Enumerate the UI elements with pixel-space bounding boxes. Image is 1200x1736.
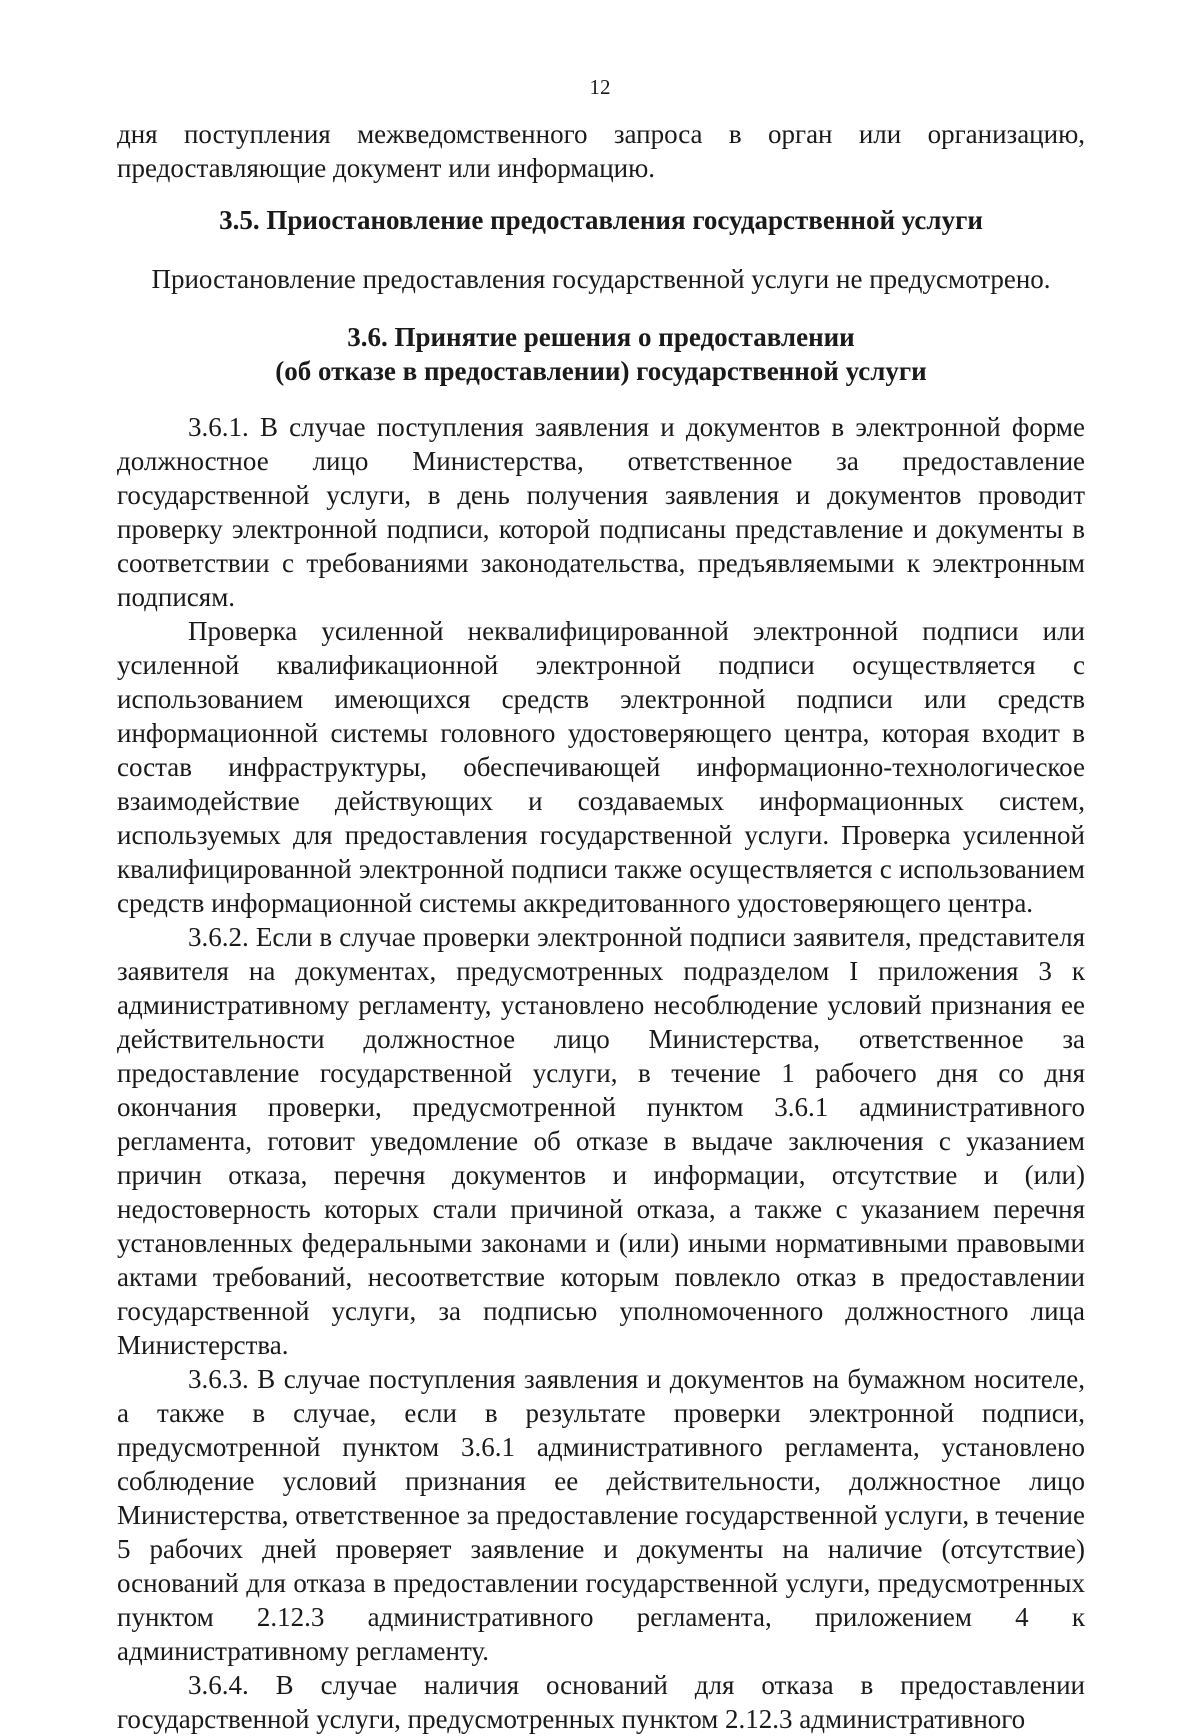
paragraph-3-6-3: 3.6.3. В случае поступления заявления и документов на бумажном носителе, а также в случае, если в результате проверки электронной подписи, предусмотренной пунктом 3.6.1 административного регламента, установлено соблюдение условий признания ее действительности, должностное лицо Министерства, ответственное за предоставление государственной услуги, в течение 5 рабочих дней проверяет заявление и документы на наличие (отсутствие) оснований для отказа в предоставлении государственной услуги, предусмотренных пунктом 2.12.3 административного регламента, приложением 4 к административному регламенту. xyxy=(117,1364,1085,1666)
section-3-5-text-block xyxy=(117,262,1085,296)
section-3-5-heading: 3.5. Приостановление предоставления государственной услуги xyxy=(219,205,983,235)
section-3-5-heading-block xyxy=(117,203,1085,237)
section-3-6-body xyxy=(117,410,1085,1736)
paragraph-signature-check: Проверка усиленной неквалифицированной электронной подписи или усиленной квалификационной электронной подписи осуществляется с использованием имеющихся средств электронной подписи или средств информационной системы головного удостоверяющего центра, которая входит в состав инфраструктуры, обеспечивающей информационно-технологическое взаимодействие действующих и создаваемых информационных систем, используемых для предоставления государственной услуги. Проверка усиленной квалифицированной электронной подписи также осуществляется с использованием средств информационной системы аккредитованного удостоверяющего центра. xyxy=(117,616,1085,918)
continuation-paragraph-block xyxy=(117,117,1085,185)
continuation-paragraph: дня поступления межведомственного запроса в орган или организацию, предоставляющие документ или информацию. xyxy=(117,119,1085,183)
paragraph-3-6-1: 3.6.1. В случае поступления заявления и документов в электронной форме должностное лицо Министерства, ответственное за предоставление государственной услуги, в день получения заявления и документов проводит проверку электронной подписи, которой подписаны представление и документы в соответствии с требованиями законодательства, предъявляемыми к электронным подписям. xyxy=(117,412,1085,612)
section-3-6-heading-block xyxy=(117,320,1085,388)
paragraph-3-6-4: 3.6.4. В случае наличия оснований для отказа в предоставлении государственной услуги, предусмотренных пунктом 2.12.3 административного xyxy=(117,1670,1085,1734)
page-number: 12 xyxy=(589,75,611,99)
section-3-5-text: Приостановление предоставления государственной услуги не предусмотрено. xyxy=(151,264,1051,294)
section-3-6-heading-line2: (об отказе в предоставлении) государственной услуги xyxy=(275,356,927,386)
paragraph-3-6-2: 3.6.2. Если в случае проверки электронной подписи заявителя, представителя заявителя на документах, предусмотренных подразделом I приложения 3 к административному регламенту, установлено несоблюдение условий признания ее действительности должностное лицо Министерства, ответственное за предоставление государственной услуги, в течение 1 рабочего дня со дня окончания проверки, предусмотренной пунктом 3.6.1 административного регламента, готовит уведомление об отказе в выдаче заключения с указанием причин отказа, перечня документов и информации, отсутствие и (или) недостоверность которых стали причиной отказа, а также с указанием перечня установленных федеральными законами и (или) иными нормативными правовыми актами требований, несоответствие которым повлекло отказ в предоставлении государственной услуги, за подписью уполномоченного должностного лица Министерства. xyxy=(117,922,1085,1360)
section-3-6-heading-line1: 3.6. Принятие решения о предоставлении xyxy=(347,322,855,352)
